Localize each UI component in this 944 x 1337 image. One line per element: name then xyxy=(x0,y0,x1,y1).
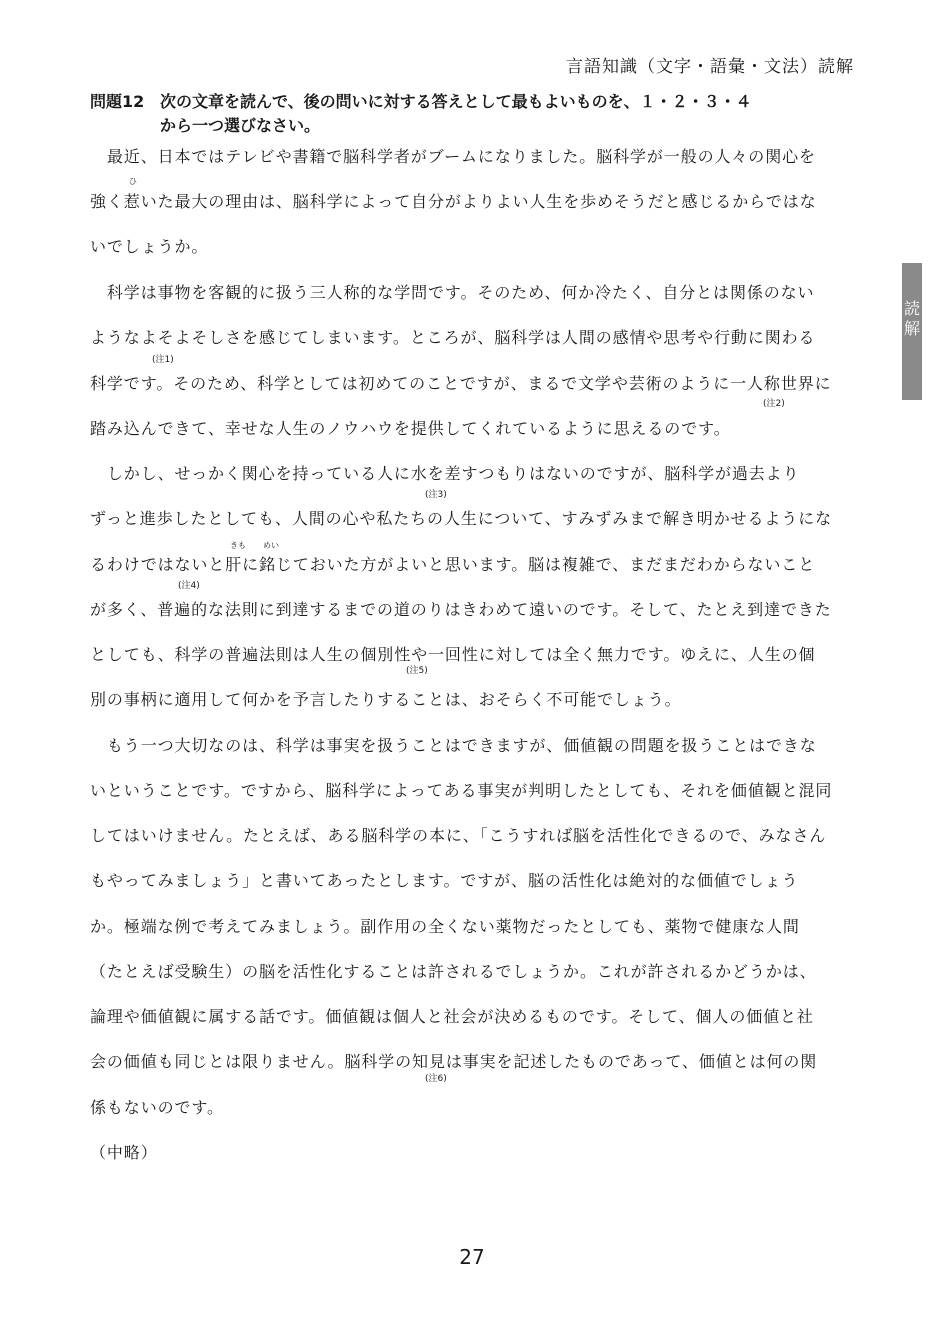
passage-line: 最近、日本ではテレビや書籍で脳科学者がブームになりました。脳科学が一般の人々の関心を xyxy=(90,147,816,166)
passage-line: してはいけません。たとえば、ある脳科学の本に、「こうすれば脳を活性化できるので、みなさん xyxy=(90,826,827,845)
passage-line: いということです。ですから、脳科学によってある事実が判明したとしても、それを価値観と混同 xyxy=(90,781,833,800)
annotation-note: (注4) xyxy=(178,581,200,591)
passage-line: （中略） xyxy=(90,1143,158,1162)
page-number: 27 xyxy=(459,1245,485,1269)
annotation-note: (注3) xyxy=(425,490,447,500)
annotation-note: (注5) xyxy=(406,666,428,676)
annotation-note: (注1) xyxy=(152,355,174,365)
furigana: めい xyxy=(263,541,279,550)
section-tab xyxy=(902,263,922,400)
passage-line: もう一つ大切なのは、科学は事実を扱うことはできますが、価値観の問題を扱うことはできな xyxy=(90,736,817,755)
furigana: きも xyxy=(230,541,246,550)
passage-line: 係もないのです。 xyxy=(90,1098,224,1117)
question-line: から一つ選びなさい。 xyxy=(160,116,321,135)
annotation-note: (注2) xyxy=(763,399,785,409)
passage-line: 論理や価値観に属する話です。価値観は個人と社会が決めるものです。そして、個人の価値と社 xyxy=(90,1007,814,1026)
side-tab-char: 解 xyxy=(903,319,920,338)
question-number: 問題12 xyxy=(90,92,145,111)
annotation-note: (注6) xyxy=(425,1074,447,1084)
passage-line: ずっと進歩したとしても、人間の心や私たちの人生について、すみずみまで解き明かせるようにな xyxy=(90,509,833,528)
passage-line: いでしょうか。 xyxy=(90,237,209,256)
passage-line: 科学です。そのため、科学としては初めてのことですが、まるで文学や芸術のように一人称世界に xyxy=(90,374,832,393)
passage-line: もやってみましょう」と書いてあったとします。ですが、脳の活性化は絶対的な価値でしょう xyxy=(90,871,799,890)
question-line: 次の文章を読んで、後の問いに対する答えとして最もよいものを、１・２・３・４ xyxy=(160,92,752,111)
passage-line: （たとえば受験生）の脳を活性化することは許されるでしょうか。これが許されるかどうかは、 xyxy=(90,962,817,981)
passage-line: か。極端な例で考えてみましょう。副作用の全くない薬物だったとしても、薬物で健康な人間 xyxy=(90,917,800,936)
question-instruction xyxy=(90,90,850,138)
section-header: 言語知識（文字・語彙・文法）読解 xyxy=(566,57,854,77)
passage-line: が多く、普遍的な法則に到達するまでの道のりはきわめて遠いのです。そして、たとえ到達できた xyxy=(90,600,832,619)
passage-line: るわけではないと肝に銘じておいた方がよいと思います。脳は複雑で、まだまだわからないこと xyxy=(90,555,816,574)
furigana: ひ xyxy=(129,177,137,186)
passage-line: 踏み込んできて、幸せな人生のノウハウを提供してくれているように思えるのです。 xyxy=(90,419,731,438)
side-tab-char: 読 xyxy=(903,299,920,318)
passage-line: 別の事柄に適用して何かを予言したりすることは、おそらく不可能でしょう。 xyxy=(90,690,682,709)
passage-line: 会の価値も同じとは限りません。脳科学の知見は事実を記述したものであって、価値とは何の関 xyxy=(90,1052,818,1071)
passage-line: としても、科学の普遍法則は人生の個別性や一回性に対しては全く無力です。ゆえに、人生の個 xyxy=(90,645,816,664)
passage-line: しかし、せっかく関心を持っている人に水を差すつもりはないのですが、脳科学が過去より xyxy=(90,464,800,483)
passage-line: 強く惹いた最大の理由は、脳科学によって自分がよりよい人生を歩めそうだと感じるからではな xyxy=(90,192,817,211)
passage-line: ようなよそよそしさを感じてしまいます。ところが、脳科学は人間の感情や思考や行動に関わる xyxy=(90,328,816,347)
passage-line: 科学は事物を客観的に扱う三人称的な学問です。そのため、何か冷たく、自分とは関係のない xyxy=(90,283,815,302)
